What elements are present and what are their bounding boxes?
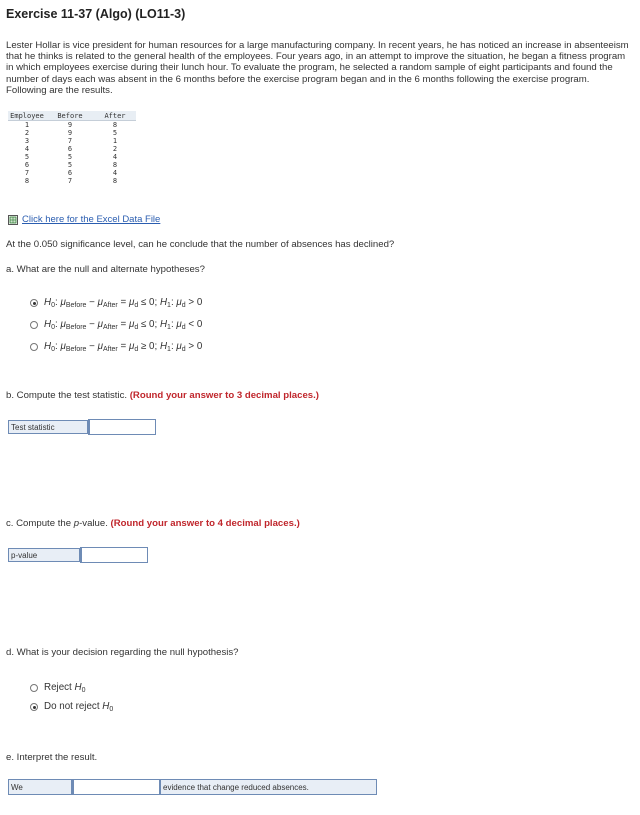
- cell-employee: 3: [24, 137, 30, 145]
- table-row: [8, 169, 136, 177]
- cell-before: 9: [67, 129, 73, 137]
- radio-button[interactable]: [30, 343, 38, 351]
- hypothesis-text-1: $H_0$: $\mu_{Before} - \mu_{After} = \mu_d \le 0$; $H_1$: $\mu_d > 0$: [44, 297, 203, 309]
- radio-button-selected[interactable]: [30, 703, 38, 711]
- cell-before: 6: [67, 145, 73, 153]
- test-statistic-group: [8, 420, 156, 435]
- cell-employee: 8: [24, 177, 30, 185]
- part-d-prompt: d. What is your decision regarding the null hypothesis?: [6, 647, 239, 658]
- cell-after: 8: [112, 177, 118, 185]
- p-value-input[interactable]: [80, 547, 148, 563]
- cell-before: 7: [67, 177, 73, 185]
- p-value-group: [8, 548, 148, 563]
- cell-after: 8: [112, 121, 118, 129]
- part-b-prompt: b. Compute the test statistic. (Round your answer to 3 decimal places.): [6, 390, 319, 401]
- decision-option-do-not-reject[interactable]: [30, 701, 113, 713]
- cell-employee: 6: [24, 161, 30, 169]
- cell-employee: 1: [24, 121, 30, 129]
- exercise-title: Exercise 11-37 (Algo) (LO11-3): [6, 7, 186, 21]
- cell-employee: 7: [24, 169, 30, 177]
- interpretation-dropdown[interactable]: [72, 779, 160, 795]
- table-row: [8, 145, 136, 153]
- table-row: [8, 177, 136, 185]
- cell-after: 2: [112, 145, 118, 153]
- cell-employee: 4: [24, 145, 30, 153]
- p-value-label: p-value: [8, 548, 80, 562]
- cell-before: 5: [67, 161, 73, 169]
- radio-button-selected[interactable]: [30, 299, 38, 307]
- table-row: [8, 137, 136, 145]
- interpretation-group: [8, 779, 377, 795]
- header-after: After: [104, 111, 126, 120]
- excel-file-icon: [8, 215, 18, 225]
- decision-option-reject[interactable]: [30, 682, 86, 694]
- hypothesis-option-2[interactable]: [30, 319, 202, 331]
- part-e-prompt: e. Interpret the result.: [6, 752, 98, 763]
- hypothesis-option-3[interactable]: [30, 341, 202, 353]
- header-employee: Employee: [10, 111, 44, 120]
- hypothesis-text-2: $H_0$: $\mu_{Before} - \mu_{After} = \mu_d \le 0$; $H_1$: $\mu_d < 0$: [44, 319, 203, 331]
- cell-after: 4: [112, 153, 118, 161]
- test-statistic-label: Test statistic: [8, 420, 88, 434]
- interpretation-suffix: evidence that change reduced absences.: [160, 779, 377, 795]
- table-row: [8, 129, 136, 137]
- hypothesis-text-3: $H_0$: $\mu_{Before} - \mu_{After} = \mu_d \ge 0$; $H_1$: $\mu_d > 0$: [44, 341, 203, 353]
- cell-after: 1: [112, 137, 118, 145]
- cell-after: 8: [112, 161, 118, 169]
- cell-before: 9: [67, 121, 73, 129]
- cell-after: 4: [112, 169, 118, 177]
- data-table: [8, 111, 136, 185]
- hypothesis-option-1[interactable]: [30, 297, 202, 309]
- table-row: [8, 161, 136, 169]
- cell-employee: 5: [24, 153, 30, 161]
- decision-text-reject: Reject $H_0$: [44, 682, 86, 694]
- excel-link-text[interactable]: Click here for the Excel Data File: [22, 214, 161, 225]
- part-b-rounding-note: (Round your answer to 3 decimal places.): [129, 390, 319, 401]
- interpretation-label-we: We: [8, 779, 72, 795]
- radio-button[interactable]: [30, 321, 38, 329]
- cell-employee: 2: [24, 129, 30, 137]
- table-header-row: [8, 111, 136, 121]
- radio-button[interactable]: [30, 684, 38, 692]
- part-c-prompt: c. Compute the p-value. (Round your answer to 4 decimal places.): [6, 518, 300, 529]
- table-row: [8, 121, 136, 130]
- cell-before: 5: [67, 153, 73, 161]
- header-before: Before: [57, 111, 83, 120]
- cell-before: 6: [67, 169, 73, 177]
- problem-intro: Lester Hollar is vice president for human resources for a large manufacturing company. In recent years, he has noticed an increase in absenteeism that he thinks is related to the general health of the employees. Four years ago, in an attempt to improve the situation, he began a fitness program in which employees exercise during their lunch hour. To evaluate the program, he selected a random sample of eight participants and found the number of days each was absent in the 6 months before the exercise program began and in the 6 months following the exercise program. Following are the results.: [6, 40, 629, 96]
- part-c-rounding-note: (Round your answer to 4 decimal places.): [110, 518, 300, 529]
- part-a-prompt: a. What are the null and alternate hypotheses?: [6, 264, 205, 275]
- question-text: At the 0.050 significance level, can he conclude that the number of absences has declined?: [6, 239, 395, 250]
- decision-text-do-not-reject: Do not reject $H_0$: [44, 701, 114, 713]
- test-statistic-input[interactable]: [88, 419, 156, 435]
- excel-data-link[interactable]: [8, 214, 160, 225]
- cell-before: 7: [67, 137, 73, 145]
- table-row: [8, 153, 136, 161]
- cell-after: 5: [112, 129, 118, 137]
